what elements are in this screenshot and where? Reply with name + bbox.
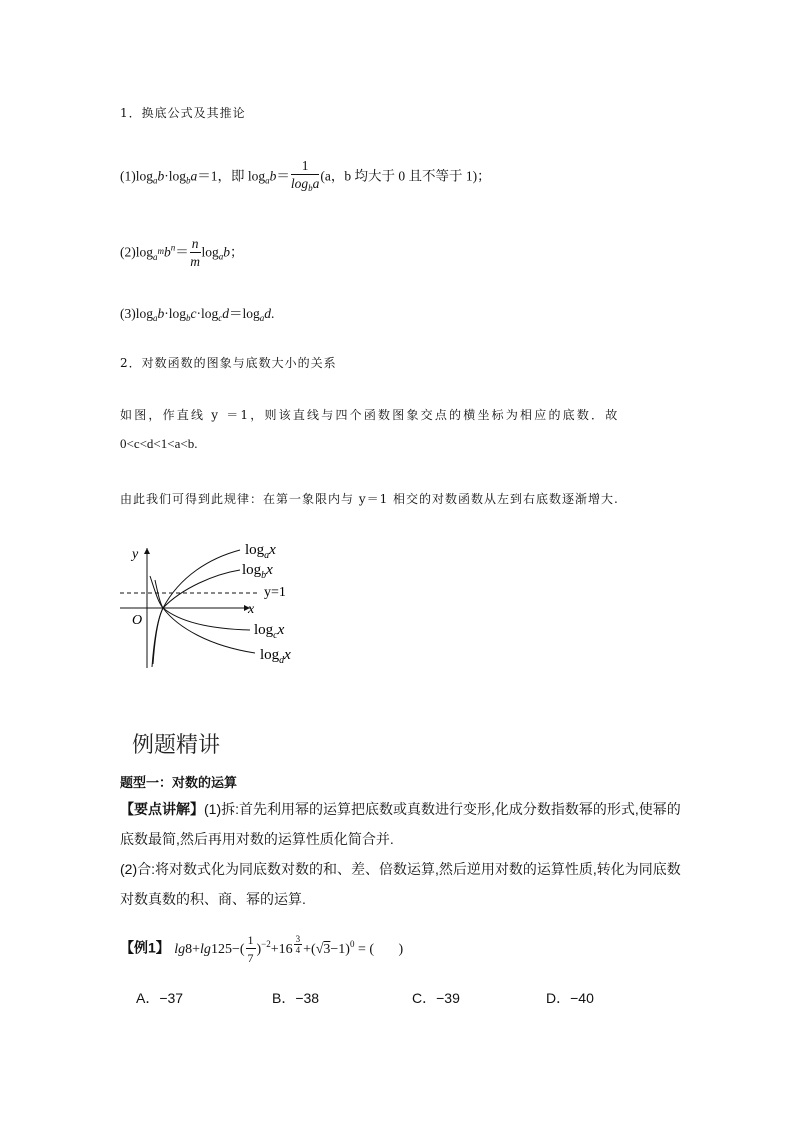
type-heading: 题型一：对数的运算 [120,775,238,790]
section2-para1-line2: 0<c<d<1<a<b. [120,436,198,451]
label-log-a: $\log_ax$ [245,542,276,561]
tip-line-2: 底数最简,然后再用对数的运算性质化简合并. [120,831,394,847]
tip-line-3: (2)合:将对数式化为同底数对数的和、差、倍数运算,然后逆用对数的运算性质,转化为同底数 [120,861,681,877]
choice-b: B．−38 [272,990,320,1006]
formula-1-numerator: 1 [291,158,320,175]
section2-heading: 2．对数函数的图象与底数大小的关系 [120,356,337,370]
formula-1-condition: (a，b 均大于 0 且不等于 1)； [320,168,491,184]
formula-2-denominator: m [190,254,200,269]
example-section-title: 例题精讲 [132,732,221,757]
formula-2-numerator: n [191,236,199,251]
choice-a: A．−37 [136,990,184,1006]
tip-line-1: 【要点讲解】(1)拆:首先利用幂的运算把底数或真数进行变形,化成分数指数幂的形式,使幂的 [120,801,681,817]
tip-line-4: 对数真数的积、商、幂的运算. [120,891,306,907]
choice-d: D．−40 [546,990,594,1006]
y1-label: y=1 [264,585,286,600]
curve-log-b [152,570,240,667]
curve-log-d [155,580,255,653]
section2-para1-line1: 如图，作直线 y ＝1，则该直线与四个函数图象交点的横坐标为相应的底数．故 [120,408,620,422]
label-log-b: $\log_bx$ [242,562,273,581]
log-functions-graph [110,536,320,676]
example-1 [120,932,403,967]
section2-para2: 由此我们可得到此规律：在第一象限内与 y＝1 相交的对数函数从左到右底数逐渐增大. [120,492,619,506]
formula-3-prefix: (3)log [120,306,153,321]
formula-2: $(2)\log_{a^m}b^n=$ $\frac{n}{m}$ $\log_ab$； [120,236,244,269]
section1-heading: 1．换底公式及其推论 [120,106,246,120]
example-1-label: 【例1】 [120,939,170,956]
label-log-d: $\log_dx$ [260,647,291,666]
choice-c: C．−39 [412,990,460,1006]
y-axis-label: y [132,547,139,562]
formula-1: $(1)\log_ab\cdot\log_ba=1$，即 $\log_ab=$ $\frac{1}{\log_ba}$ (a，b 均大于 0 且不等于 1)； [120,158,491,193]
tip-label: 【要点讲解】 [120,801,204,817]
formula-3: $(3)\log_ab\cdot\log_bc\cdot\log_cd=\log_ad$. [120,306,275,323]
curve-log-c [150,576,250,630]
origin-label: O [132,613,143,628]
x-axis-label: x [248,602,255,617]
label-log-c: $\log_cx$ [254,622,285,641]
example-1-expression: lg8+lg125−( $\frac{1}{7}$ )$^{-2}$+16 $^{\frac{3}{4}}$ $+(√3-1)^0$ = ( ) [174,933,404,965]
